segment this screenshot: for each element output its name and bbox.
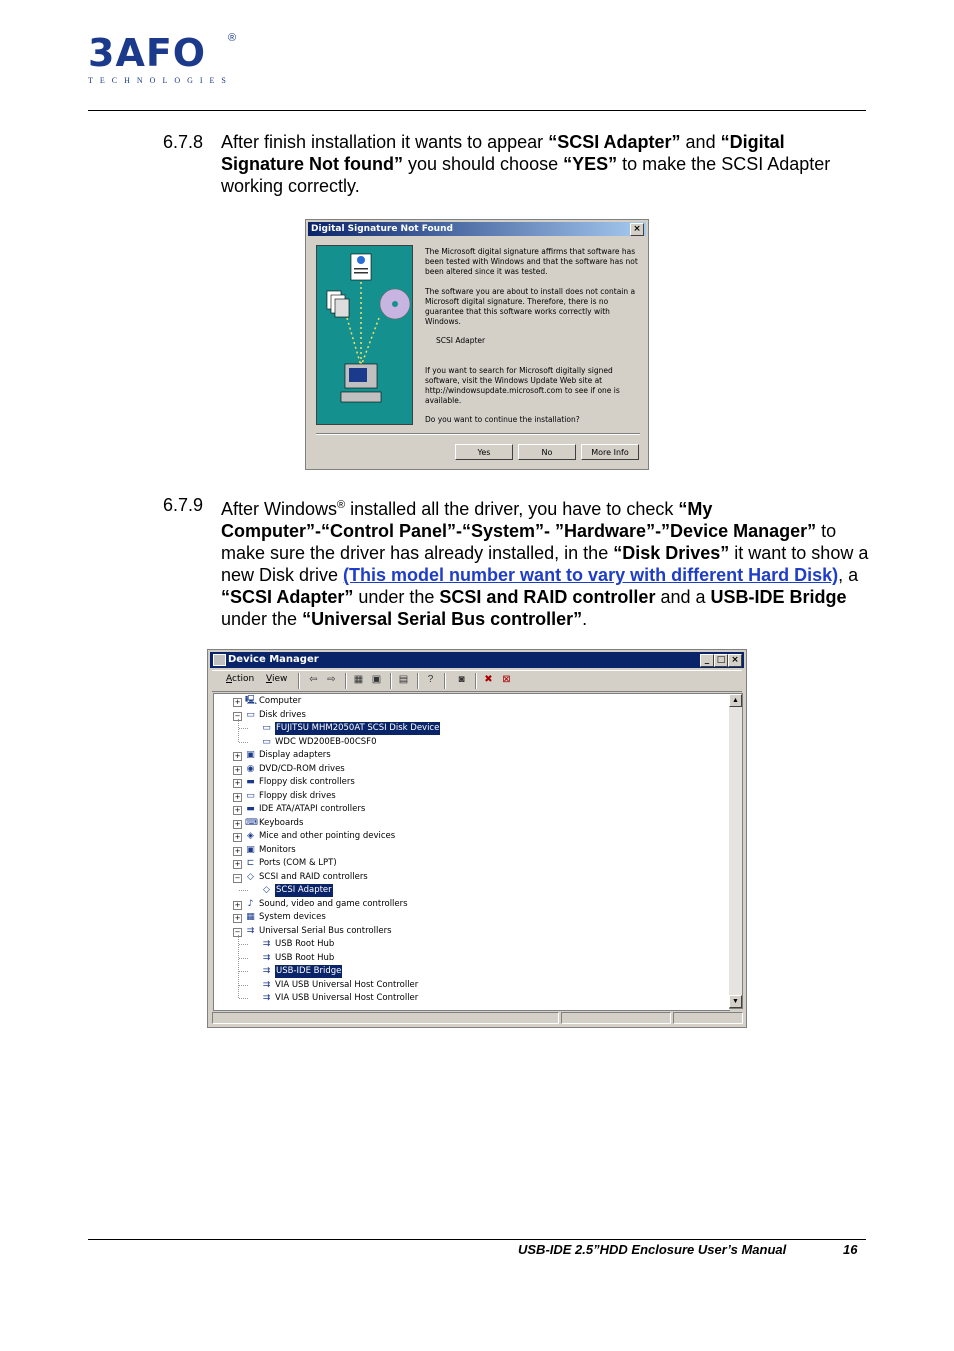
tree-connector	[239, 958, 248, 959]
text-run: under the	[221, 609, 303, 629]
text-run: it want to show a new Disk drive	[221, 543, 869, 585]
tree-device[interactable]	[214, 979, 724, 992]
tree-category[interactable]	[214, 844, 724, 857]
refresh-icon[interactable]: ▤	[398, 674, 409, 685]
device-manager-titlebar	[210, 652, 744, 668]
text-run: , a	[838, 565, 859, 585]
tree-connector	[239, 944, 248, 945]
expand-icon[interactable]: +	[234, 833, 241, 841]
registered-mark: ®	[337, 499, 346, 511]
tree-category[interactable]	[214, 830, 724, 843]
tree-item-label: VIA USB Universal Host Controller	[275, 993, 419, 1003]
scroll-up-icon[interactable]: ▲	[729, 694, 742, 707]
toolbar-separator	[417, 673, 419, 689]
disable-icon[interactable]: ⊠	[502, 674, 511, 685]
bold-run: “Digital Signature Not found”	[221, 132, 785, 174]
expand-icon[interactable]: +	[234, 779, 241, 787]
tree-item-label: System devices	[259, 912, 326, 922]
menu-action[interactable]: Action	[226, 674, 255, 684]
toolbar-separator	[390, 673, 392, 689]
tree-item-label: WDC WD200EB-00CSF0	[275, 736, 377, 747]
display-icon: ▣	[246, 750, 255, 760]
tree-connector	[239, 971, 248, 972]
bold-run: “SCSI Adapter”	[548, 132, 681, 152]
tree-device[interactable]	[214, 722, 724, 735]
vertical-scrollbar[interactable]	[729, 693, 743, 1009]
text-run: After Windows	[221, 499, 338, 519]
tree-category[interactable]	[214, 857, 724, 870]
text-run: After finish installation it wants to appear	[221, 132, 549, 152]
tree-connector	[239, 742, 248, 743]
sound-icon: ♪	[247, 898, 254, 909]
tree-device[interactable]	[214, 992, 724, 1005]
signature-illustration	[316, 245, 413, 425]
port-icon: ⊏	[246, 858, 255, 868]
bold-run: “My Computer”-“Control Panel”-“System”- ”Hardware”-”Device Manager”	[221, 499, 817, 541]
tree-item-label: Computer	[259, 696, 302, 706]
usb-icon: ⇉	[262, 966, 271, 976]
monitor-icon: ▣	[246, 844, 255, 855]
text-run: you should choose	[402, 154, 564, 174]
tree-item-label: VIA USB Universal Host Controller	[275, 979, 419, 990]
section-text	[221, 131, 871, 197]
expand-icon[interactable]: +	[234, 792, 241, 801]
tree-item-label: Display adapters	[259, 750, 331, 760]
system-icon: ▦	[246, 912, 255, 922]
tree-device[interactable]	[214, 952, 724, 965]
collapse-icon[interactable]: −	[234, 873, 241, 882]
expand-icon[interactable]: +	[234, 765, 241, 774]
expand-icon[interactable]: +	[234, 806, 241, 814]
device-manager-window	[207, 649, 747, 1028]
tree-category[interactable]	[214, 803, 724, 816]
tree-category[interactable]	[214, 749, 724, 762]
tree-item-label: Floppy disk controllers	[259, 777, 355, 787]
page-number: 16	[843, 1242, 858, 1257]
tree-item-label: DVD/CD-ROM drives	[259, 763, 345, 774]
text-run: to make sure the driver has already installed, in the	[221, 521, 837, 563]
tree-item-label: USB Root Hub	[275, 952, 335, 963]
tree-item-label: Ports (COM & LPT)	[259, 858, 337, 868]
disk-icon: ▭	[262, 723, 271, 733]
up-icon[interactable]: ▦	[353, 674, 364, 685]
tree-category[interactable]	[214, 695, 724, 708]
expand-icon[interactable]: +	[234, 819, 241, 828]
section-6-7-8	[163, 131, 873, 201]
tree-category[interactable]	[214, 911, 724, 924]
dialog-title: Digital Signature Not Found	[311, 224, 453, 234]
tree-item-label: Floppy disk drives	[259, 790, 336, 801]
toolbar-separator	[475, 673, 477, 689]
scsi-icon: ◇	[263, 885, 270, 895]
scsi-icon: ◇	[247, 871, 254, 882]
toolbar-separator	[298, 673, 300, 689]
toolbar-separator	[345, 673, 347, 689]
forward-icon[interactable]: ⇨	[327, 674, 336, 685]
text-run: under the	[353, 587, 440, 607]
tree-connector	[239, 998, 248, 999]
bold-run: “Universal Serial Bus controller”	[302, 609, 583, 629]
expand-icon[interactable]: +	[234, 752, 241, 760]
section-number: 6.7.9	[163, 495, 204, 515]
tree-item-label: SCSI Adapter	[276, 885, 332, 895]
model-number-link[interactable]: (This model number want to vary with different Hard Disk)	[343, 565, 839, 585]
manual-title: USB-IDE 2.5”HDD Enclosure User’s Manual	[518, 1242, 787, 1257]
controller-icon: ▬	[246, 804, 255, 814]
keyboard-icon: ⌨	[245, 817, 258, 828]
device-tree	[213, 693, 730, 1011]
tree-item-label: IDE ATA/ATAPI controllers	[259, 804, 366, 814]
tree-category[interactable]	[214, 790, 724, 803]
floppy-icon: ▭	[246, 790, 255, 801]
disk-icon: ▭	[246, 709, 255, 720]
usb-icon: ⇉	[262, 952, 271, 963]
text-run: to make the SCSI Adapter working correctly.	[221, 154, 831, 196]
expand-icon[interactable]: +	[234, 900, 241, 909]
close-icon[interactable]: ×	[728, 654, 742, 667]
status-pane	[212, 1012, 559, 1024]
footer-rule	[88, 1239, 866, 1240]
text-run: and a	[655, 587, 711, 607]
expand-icon[interactable]: +	[234, 860, 241, 868]
expand-icon[interactable]: +	[234, 698, 241, 706]
bold-run: “YES”	[563, 154, 618, 174]
expand-icon[interactable]: +	[234, 914, 241, 922]
tree-category[interactable]	[214, 817, 724, 830]
menu-view[interactable]: View	[266, 674, 288, 684]
tree-item-label: SCSI and RAID controllers	[259, 871, 368, 882]
tree-item-label: Sound, video and game controllers	[259, 898, 408, 909]
text-run: and	[680, 132, 721, 152]
yes-button[interactable]: Yes	[455, 444, 513, 460]
tree-item-label: USB-IDE Bridge	[276, 966, 342, 976]
tree-item-label: Keyboards	[259, 817, 304, 828]
bold-run: “SCSI Adapter”	[221, 587, 354, 607]
tree-category[interactable]	[214, 709, 724, 722]
tree-item-label: Monitors	[259, 844, 296, 855]
window-title: Device Manager	[228, 654, 319, 665]
back-icon[interactable]: ⇦	[309, 674, 318, 685]
tree-item-label: USB Root Hub	[275, 939, 335, 949]
bold-run: USB-IDE Bridge	[710, 587, 847, 607]
dialog-question: Do you want to continue the installation?	[425, 415, 580, 424]
dialog-paragraph: The Microsoft digital signature affirms that software has been tested with Windows and that the software has not been altered since it was tested.	[425, 247, 638, 276]
properties-icon[interactable]: ▣	[371, 674, 382, 685]
computer-icon: 🖳	[245, 696, 258, 706]
tree-device[interactable]	[214, 938, 724, 951]
scroll-down-icon[interactable]: ▼	[729, 995, 742, 1008]
tree-item-label: Universal Serial Bus controllers	[259, 925, 392, 936]
tree-device[interactable]	[214, 965, 724, 978]
usb-icon: ⇉	[262, 979, 271, 990]
tree-connector	[239, 985, 248, 986]
tree-category[interactable]	[214, 925, 724, 938]
tree-category[interactable]	[214, 763, 724, 776]
text-run: installed all the driver, you have to check	[345, 499, 679, 519]
usb-icon: ⇉	[262, 993, 271, 1003]
tree-category[interactable]	[214, 776, 724, 789]
dialog-device-name: SCSI Adapter	[436, 336, 486, 345]
no-button[interactable]: No	[518, 444, 576, 460]
tree-connector	[239, 890, 248, 891]
close-icon[interactable]: ×	[630, 223, 644, 236]
collapse-icon[interactable]: −	[234, 927, 241, 936]
more-info-button[interactable]: More Info	[581, 444, 639, 460]
status-pane	[561, 1012, 671, 1024]
logo-wordmark: 3AFO	[88, 31, 207, 75]
section-6-7-9	[163, 494, 873, 629]
signature-illustration-svg	[317, 246, 412, 424]
expand-icon[interactable]: +	[234, 846, 241, 855]
bafo-logo	[88, 31, 238, 86]
minimize-icon[interactable]: _	[700, 654, 714, 667]
bold-run: “Disk Drives”	[613, 543, 730, 563]
usb-icon: ⇉	[246, 925, 255, 936]
uninstall-icon[interactable]: ✖	[484, 674, 493, 685]
device-manager-icon	[213, 654, 226, 666]
menu-toolbar	[212, 670, 742, 692]
help-icon[interactable]: ?	[427, 674, 434, 685]
scan-icon[interactable]: ◙	[458, 674, 465, 685]
disk-icon: ▭	[262, 736, 271, 747]
tree-item-label: FUJITSU MHM2050AT SCSI Disk Device	[276, 723, 440, 733]
status-bar	[212, 1012, 742, 1025]
status-pane	[673, 1012, 743, 1024]
tree-device[interactable]	[214, 736, 724, 749]
tree-device[interactable]	[214, 884, 724, 897]
tree-connector	[238, 935, 239, 999]
toolbar-separator	[444, 673, 446, 689]
mouse-icon: ◈	[247, 831, 254, 841]
tree-connector	[238, 719, 239, 742]
dialog-paragraph: The software you are about to install does not contain a Microsoft digital signature. Therefore, there is no guarantee that this software works correctly with Windows.	[425, 287, 636, 326]
section-text	[221, 494, 871, 630]
cdrom-icon: ◉	[246, 763, 255, 774]
tree-connector	[239, 728, 248, 729]
header-rule	[88, 110, 866, 111]
tree-item-label: Disk drives	[259, 709, 306, 720]
tree-item-label: Mice and other pointing devices	[259, 831, 396, 841]
tree-category[interactable]	[214, 871, 724, 884]
dialog-paragraph: If you want to search for Microsoft digitally signed software, visit the Windows Update Web site at http://windowsupdate.microsoft.com to see if one is available.	[425, 366, 620, 405]
digital-signature-dialog	[305, 219, 649, 470]
controller-icon: ▬	[246, 777, 255, 787]
section-number: 6.7.8	[163, 132, 204, 152]
logo-tagline: TECHNOLOGIES	[88, 76, 233, 85]
collapse-icon[interactable]: −	[234, 711, 241, 720]
dialog-divider	[316, 433, 640, 435]
usb-icon: ⇉	[262, 939, 271, 949]
registered-mark: ®	[228, 32, 237, 44]
text-run: .	[582, 609, 588, 629]
tree-category[interactable]	[214, 898, 724, 911]
bold-run: SCSI and RAID controller	[439, 587, 656, 607]
dialog-titlebar	[308, 222, 646, 236]
maximize-icon[interactable]: □	[714, 654, 728, 667]
